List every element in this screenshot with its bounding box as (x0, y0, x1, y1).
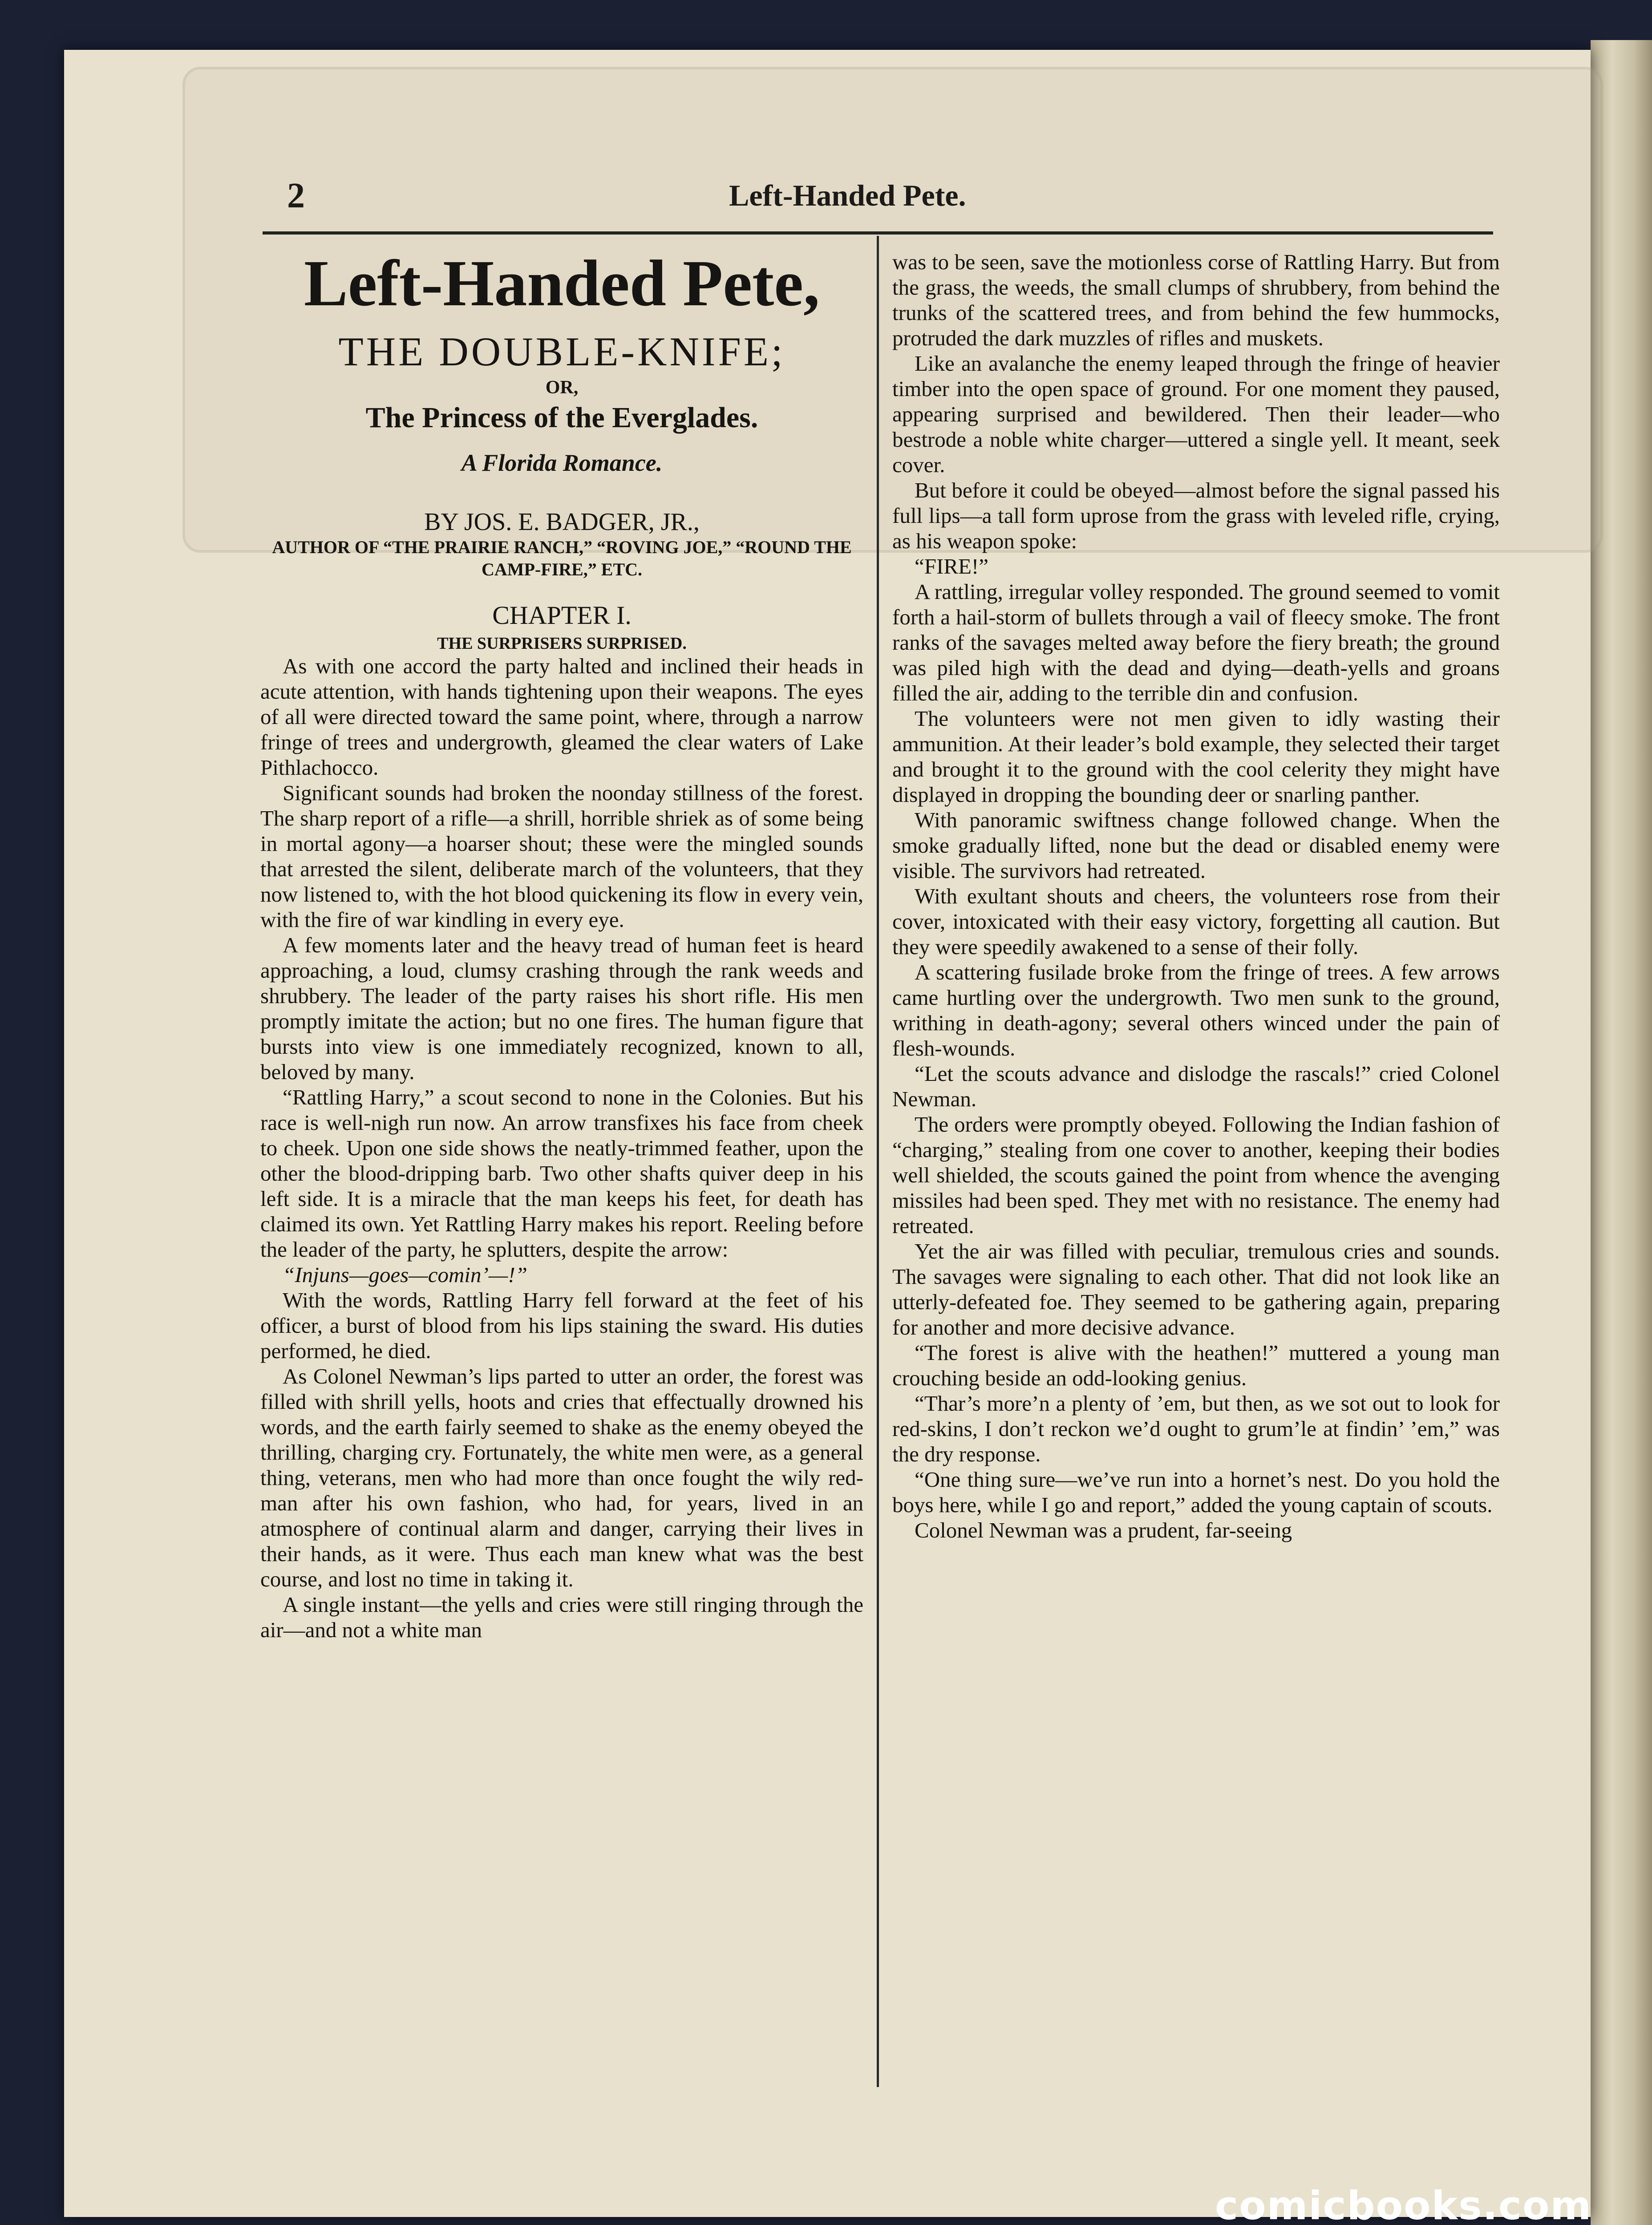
paragraph: The volunteers were not men given to idly wasting their ammunition. At their leader’s bold example, they selected their target and brought it to the ground with the cool celerity they might have displayed in dropping the bounding deer or snarling panther. (892, 706, 1500, 807)
paragraph: With the words, Rattling Harry fell forward at the feet of his officer, a burst of blood from his lips staining the sward. His duties performed, he died. (260, 1288, 863, 1363)
left-column (260, 249, 863, 1642)
next-page-edge (1591, 40, 1652, 2225)
chapter-heading: CHAPTER I. (492, 601, 632, 630)
paragraph: A scattering fusilade broke from the fringe of trees. A few arrows came hurtling over the undergrowth. Two men sunk to the ground, writhing in death-agony; several others winced under the pain of flesh-wounds. (892, 960, 1500, 1060)
story-subtitle: THE DOUBLE-KNIFE; (338, 329, 786, 375)
alternate-title: The Princess of the Everglades. (365, 401, 758, 434)
story-title: Left-Handed Pete, (304, 247, 820, 320)
paragraph: As with one accord the party halted and inclined their heads in acute attention, with hands tightening upon their weapons. The eyes of all were directed toward the same point, where, through a narrow fringe of trees and undergrowth, gleamed the clear waters of Lake Pithlachocco. (260, 654, 863, 780)
paragraph: was to be seen, save the motionless corse of Rattling Harry. But from the grass, the weeds, the small clumps of shrubbery, from behind the trunks of the scattered trees, and from behind the few hummocks, protruded the dark muzzles of rifles and muskets. (892, 250, 1500, 350)
genre-line: A Florida Romance. (461, 449, 663, 477)
paragraph: Yet the air was filled with peculiar, tremulous cries and sounds. The savages were signaling to each other. That did not look like an utterly-defeated foe. They seemed to be gathering again, preparing for another and more decisive advance. (892, 1239, 1500, 1339)
paragraph: The orders were promptly obeyed. Following the Indian fashion of “charging,” stealing from one cover to another, keeping their bodies well shielded, the scouts gained the point from whence the avenging missiles had been sped. They met with no resistance. The enemy had retreated. (892, 1112, 1500, 1238)
paragraph: With panoramic swiftness change followed change. When the smoke gradually lifted, none but the dead or disabled enemy were visible. The survivors had retreated. (892, 808, 1500, 883)
paragraph: Colonel Newman was a prudent, far-seeing (915, 1518, 1292, 1542)
header-rule (263, 231, 1493, 235)
paragraph: “Let the scouts advance and dislodge the rascals!” cried Colonel Newman. (892, 1061, 1500, 1111)
byline: BY JOS. E. BADGER, JR., (424, 508, 700, 536)
or-connector: OR, (545, 377, 579, 398)
paragraph: A single instant—the yells and cries were still ringing through the air—and not a white man (260, 1592, 863, 1642)
paragraph: With exultant shouts and cheers, the volunteers rose from their cover, intoxicated with their easy victory, forgetting all caution. But they were speedily awakened to a sense of their folly. (892, 884, 1500, 959)
paragraph: “Rattling Harry,” a scout second to none in the Colonies. But his race is well-nigh run now. An arrow transfixes his face from cheek to cheek. Upon one side shows the neatly-trimmed feather, upon the other the blood-dripping barb. Two other shafts quiver deep in his left side. It is a miracle that the man keeps his feet, for death has claimed its own. Yet Rattling Harry makes his report. Reeling before the leader of the party, he splutters, despite the arrow: (260, 1085, 863, 1262)
right-column (892, 249, 1500, 1543)
paragraph-dialogue: “Injuns—goes—comin’—!” (283, 1262, 527, 1287)
chapter-title: THE SURPRISERS SURPRISED. (437, 634, 687, 653)
column-divider (877, 236, 879, 2087)
paragraph: A few moments later and the heavy tread of human feet is heard approaching, a loud, clumsy crashing through the rank weeds and shrubbery. The leader of the party raises his short rifle. His men promptly imitate the action; but no one fires. The human figure that bursts into view is one immediately recognized, known to all, beloved by many. (260, 933, 863, 1084)
paragraph: Significant sounds had broken the noonday stillness of the forest. The sharp report of a rifle—a shrill, horrible shriek as of some being in mortal agony—a hoarser shout; these were the mingled sounds that arrested the silent, deliberate march of the volunteers, that they now listened to, with the hot blood quickening its flow in every vein, with the fire of war kindling in every eye. (260, 781, 863, 932)
paragraph: “Thar’s more’n a plenty of ’em, but then, as we sot out to look for red-skins, I don’t reckon we’d ought to grum’le at findin’ ’em,” was the dry response. (892, 1391, 1500, 1466)
author-credits: AUTHOR OF “THE PRAIRIE RANCH,” “ROVING JOE,” “ROUND THE CAMP-FIRE,” ETC. (272, 537, 852, 580)
page-number: 2 (287, 176, 305, 215)
paragraph: “The forest is alive with the heathen!” muttered a young man crouching beside an odd-looking genius. (892, 1340, 1500, 1390)
paragraph: As Colonel Newman’s lips parted to utter an order, the forest was filled with shrill yells, hoots and cries that effectually drowned his words, and the earth fairly seemed to shake as the enemy obeyed the thrilling, charging cry. Fortunately, the white men were, as a general thing, veterans, men who had more than once fought the wily red-man after his own fashion, who had, for years, lived in an atmosphere of continual alarm and danger, carrying their lives in their hands, as it were. Thus each man knew what was the best course, and lost no time in taking it. (260, 1364, 863, 1592)
paragraph: Like an avalanche the enemy leaped through the fringe of heavier timber into the open space of ground. For one moment they paused, appearing surprised and bewildered. Then their leader—who bestrode a noble white charger—uttered a single yell. It meant, seek cover. (892, 351, 1500, 477)
paragraph-dialogue: “FIRE!” (915, 554, 988, 578)
paragraph: But before it could be obeyed—almost before the signal passed his full lips—a tall form uprose from the grass with leveled rifle, crying, as his weapon spoke: (892, 478, 1500, 553)
paragraph: “One thing sure—we’ve run into a hornet’s nest. Do you hold the boys here, while I go and report,” added the young captain of scouts. (892, 1467, 1500, 1517)
site-watermark: comicbooks.com (1215, 2183, 1592, 2225)
paragraph: A rattling, irregular volley responded. The ground seemed to vomit forth a hail-storm of bullets through a vail of fleecy smoke. The front ranks of the savages melted away before the fiery breath; the ground was piled high with the dead and dying—death-yells and groans filled the air, adding to the terrible din and confusion. (892, 579, 1500, 705)
running-title: Left-Handed Pete. (729, 178, 966, 212)
